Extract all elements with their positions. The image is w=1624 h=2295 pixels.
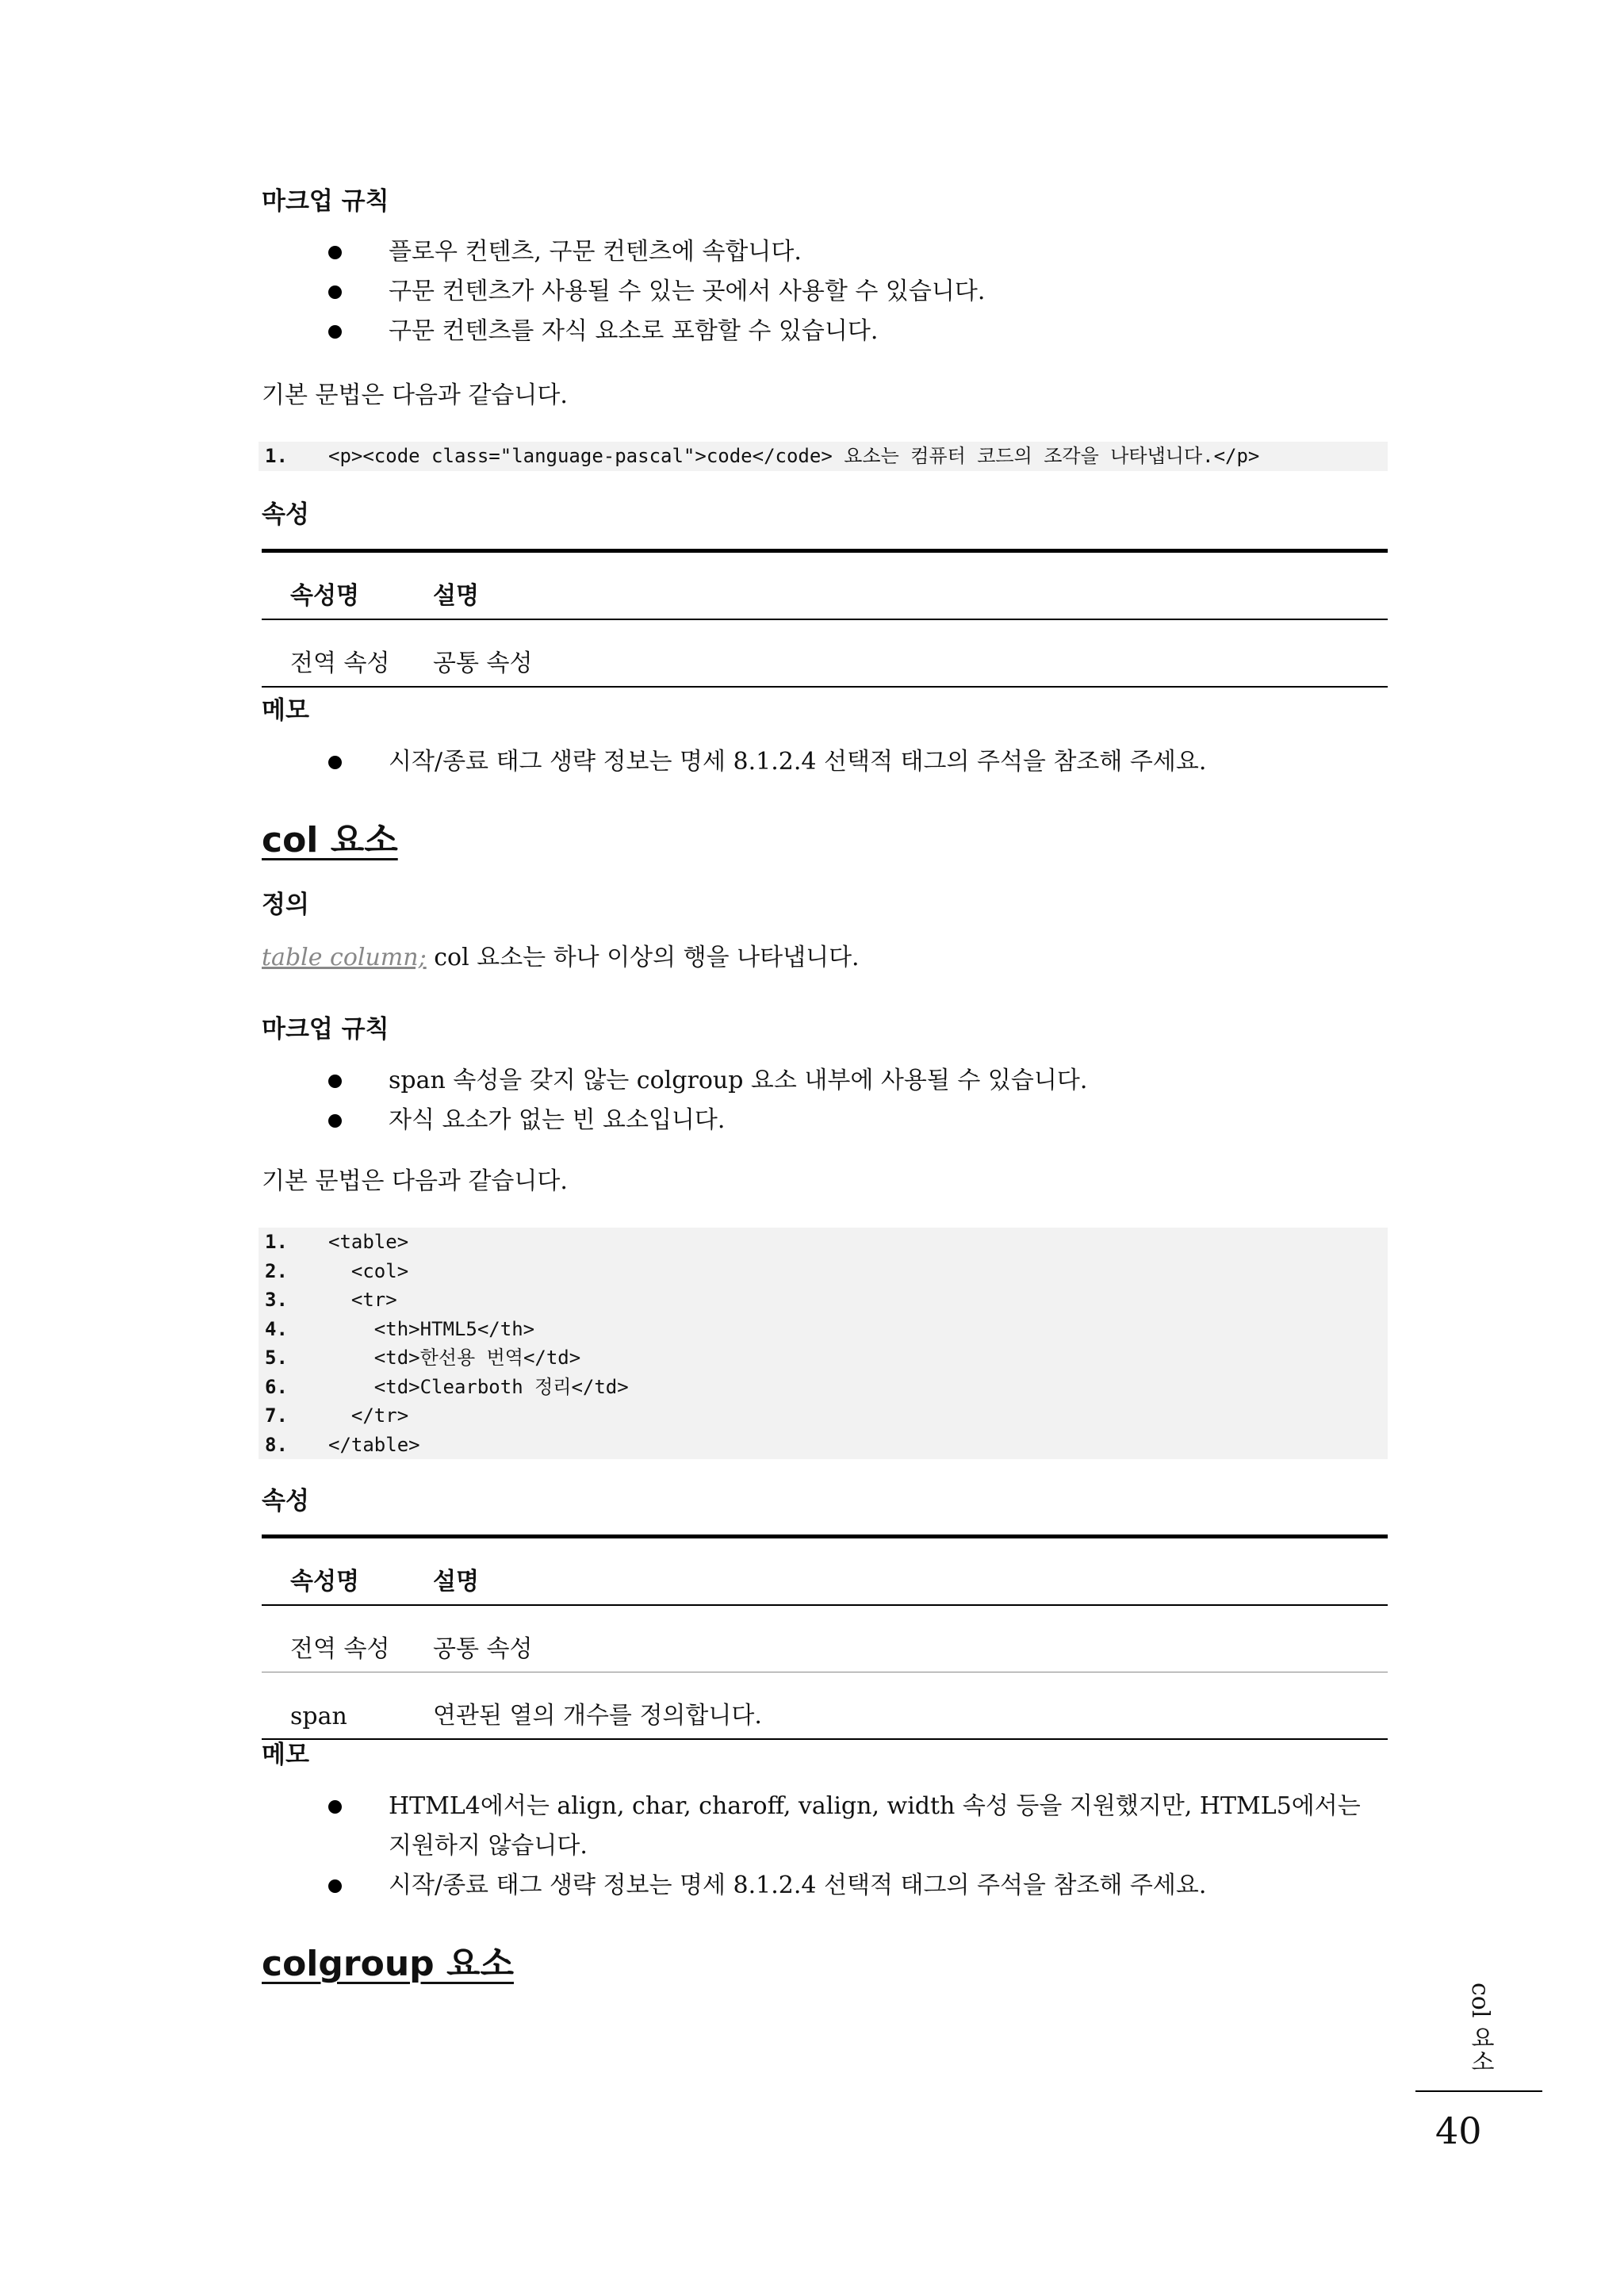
- table-cell: span: [262, 1672, 433, 1740]
- list-item-text: span 속성을 갖지 않는 colgroup 요소 내부에 사용될 수 있습니다.: [389, 1067, 1088, 1094]
- code-line: [259, 1315, 1388, 1344]
- bullet-icon: [328, 1075, 342, 1088]
- attributes-table: [262, 549, 1388, 688]
- code-line-text: <table>: [328, 1231, 409, 1253]
- col-memo-heading: 메모: [262, 1741, 309, 1769]
- list-item: [262, 1787, 1388, 1866]
- attributes-heading: 속성: [262, 500, 309, 529]
- col-markup-rules-heading: 마크업 규칙: [262, 1015, 389, 1044]
- code-line-number: 1.: [265, 445, 288, 467]
- table-header-row: [262, 1537, 1388, 1606]
- code-line-text: <tr>: [328, 1289, 397, 1311]
- code-line-number: 8.: [265, 1433, 288, 1456]
- bullet-icon: [328, 246, 342, 259]
- list-item-text: 구문 컨텐츠를 자식 요소로 포함할 수 있습니다.: [389, 317, 879, 345]
- table-cell: 공통 속성: [433, 619, 1388, 687]
- code-line: [259, 1257, 1388, 1286]
- table-header-row: [262, 551, 1388, 620]
- memo-list: [262, 742, 1388, 782]
- table-cell: 전역 속성: [262, 1605, 433, 1672]
- code-line-number: 6.: [265, 1375, 288, 1398]
- colgroup-section-title: colgroup 요소: [262, 1944, 514, 1984]
- page-number: 40: [1435, 2109, 1482, 2152]
- memo-heading: 메모: [262, 696, 309, 725]
- code-line-number: 1.: [265, 1231, 288, 1253]
- list-item-text: 시작/종료 태그 생략 정보는 명세 8.1.2.4 선택적 태그의 주석을 참조해 주세요.: [389, 748, 1207, 776]
- markup-rules-heading: 마크업 규칙: [262, 187, 389, 216]
- list-item: [262, 232, 1388, 272]
- col-code-block: [259, 1228, 1388, 1459]
- definition-body: col 요소는 하나 이상의 행을 나타냅니다.: [426, 944, 860, 971]
- list-item: [262, 312, 1388, 351]
- code-block: [259, 442, 1388, 471]
- column-header: 설명: [433, 1568, 479, 1596]
- table-row: [262, 1672, 1388, 1740]
- table-cell: 공통 속성: [433, 1605, 1388, 1672]
- code-line: [259, 442, 1388, 471]
- bullet-icon: [328, 1114, 342, 1128]
- bullet-icon: [328, 1879, 342, 1893]
- code-line: [259, 1285, 1388, 1315]
- code-line: [259, 1401, 1388, 1431]
- col-markup-rules-list: [262, 1061, 1388, 1140]
- col-attributes-table: [262, 1534, 1388, 1740]
- table-row: [262, 619, 1388, 687]
- code-line-text: </tr>: [328, 1404, 409, 1427]
- bullet-icon: [328, 756, 342, 769]
- table-cell: 연관된 열의 개수를 정의합니다.: [433, 1672, 1388, 1740]
- markup-rules-list: [262, 232, 1388, 351]
- list-item: [262, 1061, 1388, 1101]
- code-line: [259, 1431, 1388, 1460]
- list-item-text: HTML4에서는 align, char, charoff, valign, width 속성 등을 지원했지만, HTML5에서는 지원하지 않습니다.: [389, 1792, 1361, 1860]
- bullet-icon: [328, 325, 342, 339]
- definition-text: [262, 937, 860, 972]
- col-attributes-heading: 속성: [262, 1487, 309, 1515]
- col-section-title: col 요소: [262, 820, 398, 860]
- code-line-number: 5.: [265, 1347, 288, 1369]
- code-line-number: 7.: [265, 1404, 288, 1427]
- code-line: [259, 1228, 1388, 1257]
- list-item: [262, 1101, 1388, 1140]
- list-item: [262, 1866, 1388, 1906]
- code-line-text: <td>한선용 번역</td>: [328, 1347, 581, 1369]
- list-item-text: 구문 컨텐츠가 사용될 수 있는 곳에서 사용할 수 있습니다.: [389, 278, 986, 305]
- list-item-text: 플로우 컨텐츠, 구문 컨텐츠에 속합니다.: [389, 238, 802, 266]
- code-line-text: <td>Clearboth 정리</td>: [328, 1375, 629, 1398]
- code-line: [259, 1343, 1388, 1373]
- column-header: 설명: [433, 582, 479, 610]
- code-line-text: </table>: [328, 1433, 420, 1456]
- list-item-text: 시작/종료 태그 생략 정보는 명세 8.1.2.4 선택적 태그의 주석을 참조해 주세요.: [389, 1872, 1207, 1899]
- code-line: [259, 1373, 1388, 1402]
- code-line-number: 3.: [265, 1289, 288, 1311]
- list-item: [262, 272, 1388, 312]
- code-line-text: <th>HTML5</th>: [328, 1317, 535, 1340]
- definition-heading: 정의: [262, 891, 309, 919]
- list-item: [262, 742, 1388, 782]
- code-line-text: <p><code class="language-pascal">code</code> 요소는 컴퓨터 코드의 조각을 나타냅니다.</p>: [328, 445, 1260, 467]
- code-line-number: 2.: [265, 1259, 288, 1282]
- syntax-intro: 기본 문법은 다음과 같습니다.: [262, 381, 568, 409]
- bullet-icon: [328, 1800, 342, 1814]
- column-header: 속성명: [290, 1568, 359, 1596]
- column-header: 속성명: [290, 582, 359, 610]
- col-memo-list: [262, 1787, 1388, 1906]
- running-header-label: col 요소: [1466, 1983, 1494, 2073]
- code-line-text: <col>: [328, 1259, 409, 1282]
- col-syntax-intro: 기본 문법은 다음과 같습니다.: [262, 1167, 568, 1195]
- list-item-text: 자식 요소가 없는 빈 요소입니다.: [389, 1106, 726, 1134]
- code-line-number: 4.: [265, 1317, 288, 1340]
- bullet-icon: [328, 285, 342, 299]
- table-cell: 전역 속성: [262, 619, 433, 687]
- table-row: [262, 1605, 1388, 1672]
- footer-rule: [1415, 2090, 1542, 2092]
- definition-term-link[interactable]: table column;: [262, 944, 427, 971]
